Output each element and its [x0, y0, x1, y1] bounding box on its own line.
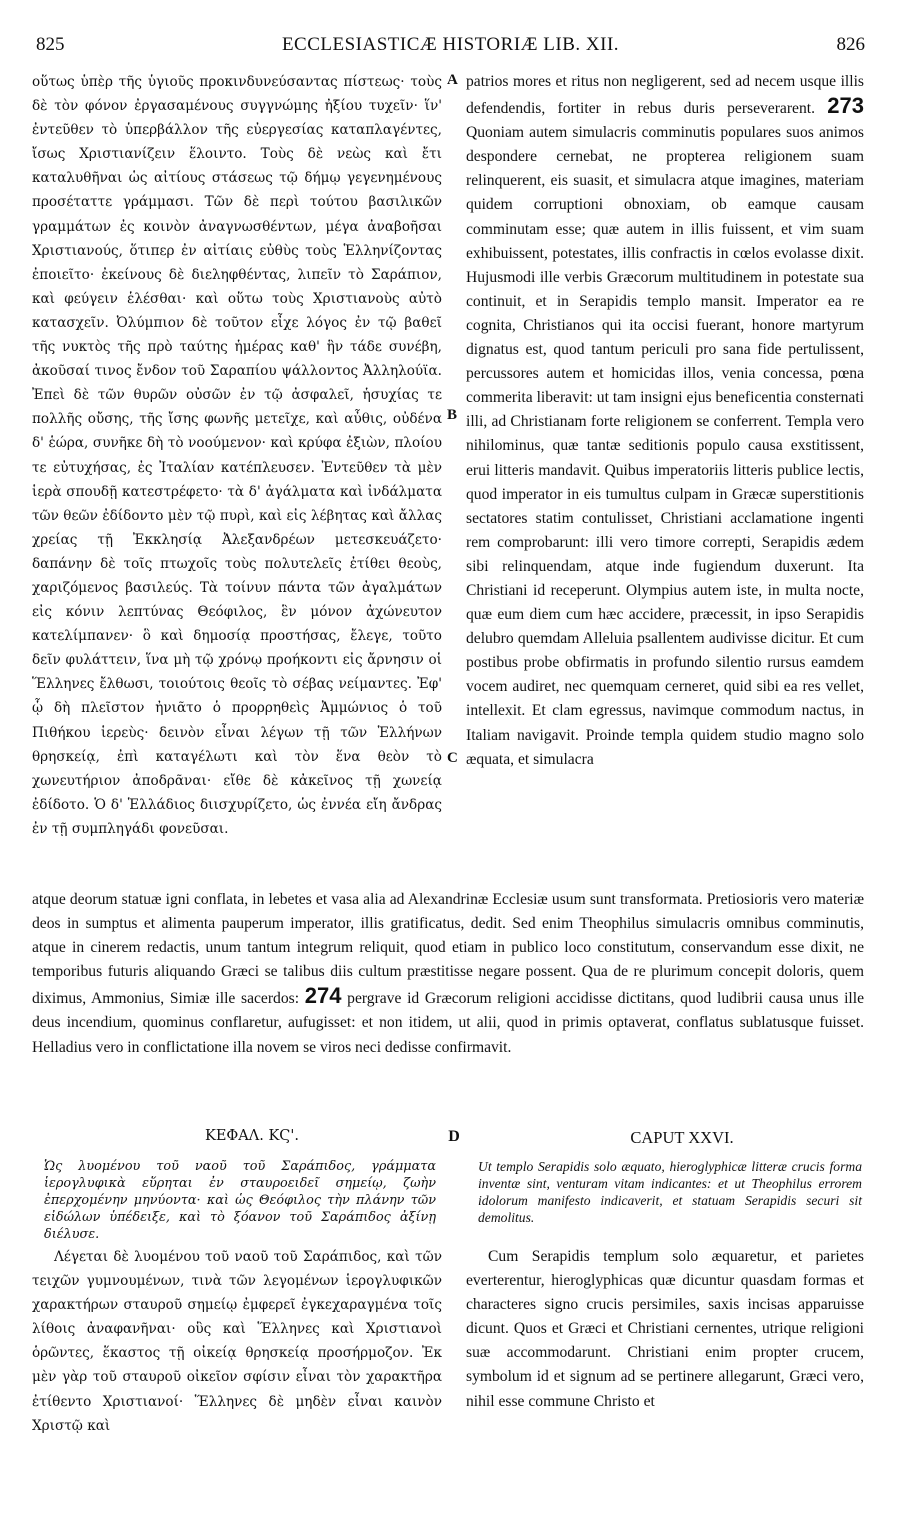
margin-letter-d: D [448, 1128, 460, 1145]
latin-text-top-a: patrios mores et ritus non negligerent, sed ad necem usque illis defendendis, fortiter in rebus duris perseverarent. [466, 73, 864, 118]
latin-full-text-b: pergrave id Græcorum religioni accidisse dictitans, quod ludibrii causa unus ille deus incendium, quominus conflaretur, aufugisset: et non itidem, ut alii, quod in primis optaverat, conflatus sublatusque fuisset. Helladius vero in conflictatione illa novem se viros neci dedisse confirmavit. [32, 990, 864, 1056]
running-title: ECCLESIASTICÆ HISTORIÆ LIB. XII. [281, 34, 620, 55]
chapter-heading-row [32, 1128, 864, 1152]
greek-column-top [32, 70, 442, 841]
latin-chapter-body: Cum Serapidis templum solo æquaretur, et parietes everterentur, hieroglyphicas quæ dicuntur quasdam formas et characteres signo crucis persimiles, saxis incisas apparuisse dicunt. Quos et Græci et Christiani cernentes, utrique religioni suæ accommodarunt. Christiani enim propter crucem, symbolum id et signum ad se pertinere allegarunt, Græci vero, nihil esse commune Christo et [466, 1248, 864, 1410]
latin-text-top [466, 70, 864, 772]
latin-full-width-paragraph [32, 888, 864, 1060]
greek-chapter-heading: ΚΕΦΑΛ. ΚϚ'. [205, 1128, 299, 1144]
latin-text-top-b: Quoniam autem simulacris comminutis populares suos animos despondere cernebat, ne propterea religionem suam relinquerent, eis suasit, et simulacra atque imagines, materiam quidem corruptioni obnoxiam, ob eamque causam comminutam esse; quæ autem in illis fuissent, et vim suam exhibuissent, potestates, illis confractis in cœlos evolasse dixit. Hujusmodi ille verbis Græcorum multitudinem in potestate sua continuit, et in Serapidis templo mansit. Imperator ea re cognita, Christianos qui ita occisi fuerant, honore martyrum dignatus est, quod tantum periculi pro sana fide pertulissent, percussores autem et homicidas illos, venia concessa, pœna commerita liberavit: ut tam insigni ejus beneficentia consternati illi, ad Christianam forte religionem se conferrent. Templa vero nihilominus, quæ tantæ seditionis populo causa exstitissent, erui litteris mandavit. Quibus imperatoriis litteris publice lectis, quod imperator in eis tumultus culpam in Græcæ superstitionis sectatores statim contulisset, Christiani acclamatione ingenti rem comprobarunt: illi vero timore correpti, Serapidis ædem sibi relinquendam, atque inde fugiendum duxerunt. Ita Christiani id receperunt. Olympius autem iste, in multa nocte, quæ eum diem cum hæc accidere, præcessit, in ipso Serapidis delubro quemdam Alleluia psallentem audivisse dicitur. Et cum postibus probe obfirmatis in profundo silentio rursus eamdem vocem audiret, nec quemquam cerneret, quid sibi ea res vellet, intellexit. Et clam egressus, navimque commodum nactus, in Italiam navigavit. Proinde templa quidem studio magno solo æquata, et simulacra [466, 124, 864, 768]
greek-chapter-body: Λέγεται δὲ λυομένου τοῦ ναοῦ τοῦ Σαράπιδος, καὶ τῶν τειχῶν γυμνουμένων, τινὰ τῶν λεγομένων ἱερογλυφικῶν χαρακτήρων σταυροῦ σημείῳ ἐμφερεῖ ἐγκεχαραγμένα τοῖς λίθοις ἀναφανῆναι· οὓς καὶ Ἕλληνες καὶ Χριστιανοὶ ὁρῶντες, ἕκαστος τῇ οἰκείᾳ θρησκείᾳ προσήρμοζον. Ἐκ μὲν γὰρ τοῦ σταυροῦ οἰκεῖον σφίσιν εἶναι τὸν χαρακτῆρα ἐτίθεντο Χριστιανοί· Ἕλληνες δὲ μηδὲν εἶναι καινὸν Χριστῷ καὶ [32, 1249, 442, 1434]
section-number-274: 274 [304, 983, 342, 1009]
latin-full-text-a: atque deorum statuæ igni conflata, in lebetes et vasa alia ad Alexandrinæ Ecclesiæ usum sunt transformata. Pretiosioris vero materiæ deos in sumptus et alimenta pauperum imperator, illis gratificatus, dedit. Sed enim Theophilus simulacris omnibus comminutis, atque in cinerem redactis, unum tantum integrum reliquit, quod etiam in publico loco constitutum, conservandum esse dixit, ne temporibus futuris aliquando Græci se talibus diis cultum præstitisse negare possent. Qua de re plurimum concepit doloris, quem diximus, Ammonius, Simiæ ille sacerdos: [32, 891, 864, 1008]
latin-chapter-heading: CAPUT XXVI. [630, 1128, 734, 1147]
running-header [36, 34, 865, 60]
page-number-left: 825 [36, 34, 65, 55]
latin-column-top [466, 70, 864, 772]
margin-letter-b: B [447, 407, 458, 423]
page-number-right: 826 [836, 34, 865, 55]
margin-letter-c: C [447, 750, 458, 766]
margin-letter-a: A [447, 72, 458, 88]
section-number-273: 273 [827, 93, 864, 119]
latin-chapter-summary: Ut templo Serapidis solo æquato, hieroglyphicæ litteræ crucis forma inventæ sint, venturam vitam indicantes: et ut Theophilus errorem idolorum manifesto indicaverit, et statuam Serapidis securi sit demolitus. [478, 1159, 862, 1225]
greek-text-top: οὕτως ὑπὲρ τῆς ὑγιοῦς προκινδυνεύσαντας πίστεως· τοὺς δὲ τὸν φόνον ἐργασαμένους συγγνώμης ἠξίου τυχεῖν· ἵν' ἐντεῦθεν τὸ ὑπερβάλλον τῆς εὐεργεσίας καταπλαγέντες, ἴσως Χριστιανίζειν ἕλοιντο. Τοὺς δὲ νεὼς καὶ ἔτι καταλυθῆναι ὡς αἰτίους στάσεως τῷ δήμῳ γεγενημένους προσέταττε γράμμασι. Τῶν δὲ περὶ τούτου βασιλικῶν γραμμάτων ἐς κοινὸν ἀναγνωσθέντων, μέγα ἀναβοῆσαι Χριστιανούς, ὅτιπερ ἐν αἰτίαις εὐθὺς τοὺς Ἑλληνίζοντας ἐποιεῖτο· ἐκείνους δὲ διεληφθέντας, λιπεῖν τὸ Σαράπιον, καὶ φεύγειν ἑλέσθαι· καὶ οὕτω τοὺς Χριστιανοὺς αὐτὸ κατασχεῖν. Ὀλύμπιον δὲ τοῦτον εἶχε λόγος ἐν τῷ βαθεῖ τῆς νυκτὸς τῆς πρὸ ταύτης ἡμέρας καθ' ἣν τάδε συνέβη, ἀκοῦσαί τινος ἔνδον τοῦ Σαραπίου ψάλλοντος Ἀλληλούϊα. Ἐπεὶ δὲ τῶν θυρῶν οὐσῶν ἐν τῷ ἀσφαλεῖ, ἡσυχίας τε πολλῆς οὔσης, τῆς ἴσης φωνῆς μετεῖχε, καὶ αὖθις, οὐδένα δ' ἑώρα, συνῆκε δὴ τὸ νοούμενον· καὶ κρύφα ἐξιὼν, πλοίου τε εὐτυχήσας, ἐς Ἰταλίαν κατέπλευσεν. Ἐντεῦθεν τὰ μὲν ἱερὰ σπουδῇ κατεστρέφετο· τὰ δ' ἀγάλματα καὶ ἰνδάλματα τῶν θεῶν ἐδίδοντο μὲν τῷ πυρὶ, καὶ εἰς λέβητας καὶ ἄλλας χρείας τῇ Ἐκκλησίᾳ Ἀλεξανδρέων μετεσκευάζετο· δαπάνην δὲ τοῖς πτωχοῖς τοὺς πολυτελεῖς ἐτίθει θεοὺς, χαριζόμενος βασιλεύς. Τὰ τοίνυν πάντα τῶν ἀγαλμάτων εἰς κόνιν λεπτύνας Θεόφιλος, ἓν μόνον ἀχώνευτον κατελίμπανεν· ὃ καὶ δημοσίᾳ προστήσας, ἔλεγε, τοῦτο δεῖν φυλάττειν, ἵνα μὴ τῷ χρόνῳ προήκοντι εἰς ἄρνησιν οἱ Ἕλληνες ἔλθωσι, τοιούτοις θεοῖς τὸ σέβας νείμαντες. Ἐφ' ᾧ δὴ πλεῖστον ἠνιᾶτο ὁ προρρηθεὶς Ἀμμώνιος ὁ τοῦ Πιθήκου ἱερεὺς· δεινὸν εἶναι λέγων τῇ τῶν Ἑλλήνων θρησκείᾳ, ἐπὶ καταγέλωτι καὶ τὸν ἕνα θεὸν τὸ χωνευτήριον ἀποδρᾶναι· εἴθε δὲ κἀκεῖνος τῇ χωνείᾳ ἐδίδοτο. Ὁ δ' Ἑλλάδιος διισχυρίζετο, ὡς ἐννέα εἴη ἄνδρας ἐν τῇ συμπληγάδι φονεῦσαι. [32, 74, 442, 837]
greek-chapter-summary: Ὡς λυομένου τοῦ ναοῦ τοῦ Σαράπιδος, γράμματα ἱερογλυφικὰ εὕρηται ἐν σταυροειδεῖ σημείῳ, ζωὴν ἐπερχομένην μηνύοντα· καὶ ὡς Θεόφιλος τὴν πλάνην τῶν εἰδώλων ὑπέδειξε, καὶ τὸ ξόανον τοῦ Σαράπιδος ἀξίνῃ διέλυσε. [44, 1159, 436, 1242]
